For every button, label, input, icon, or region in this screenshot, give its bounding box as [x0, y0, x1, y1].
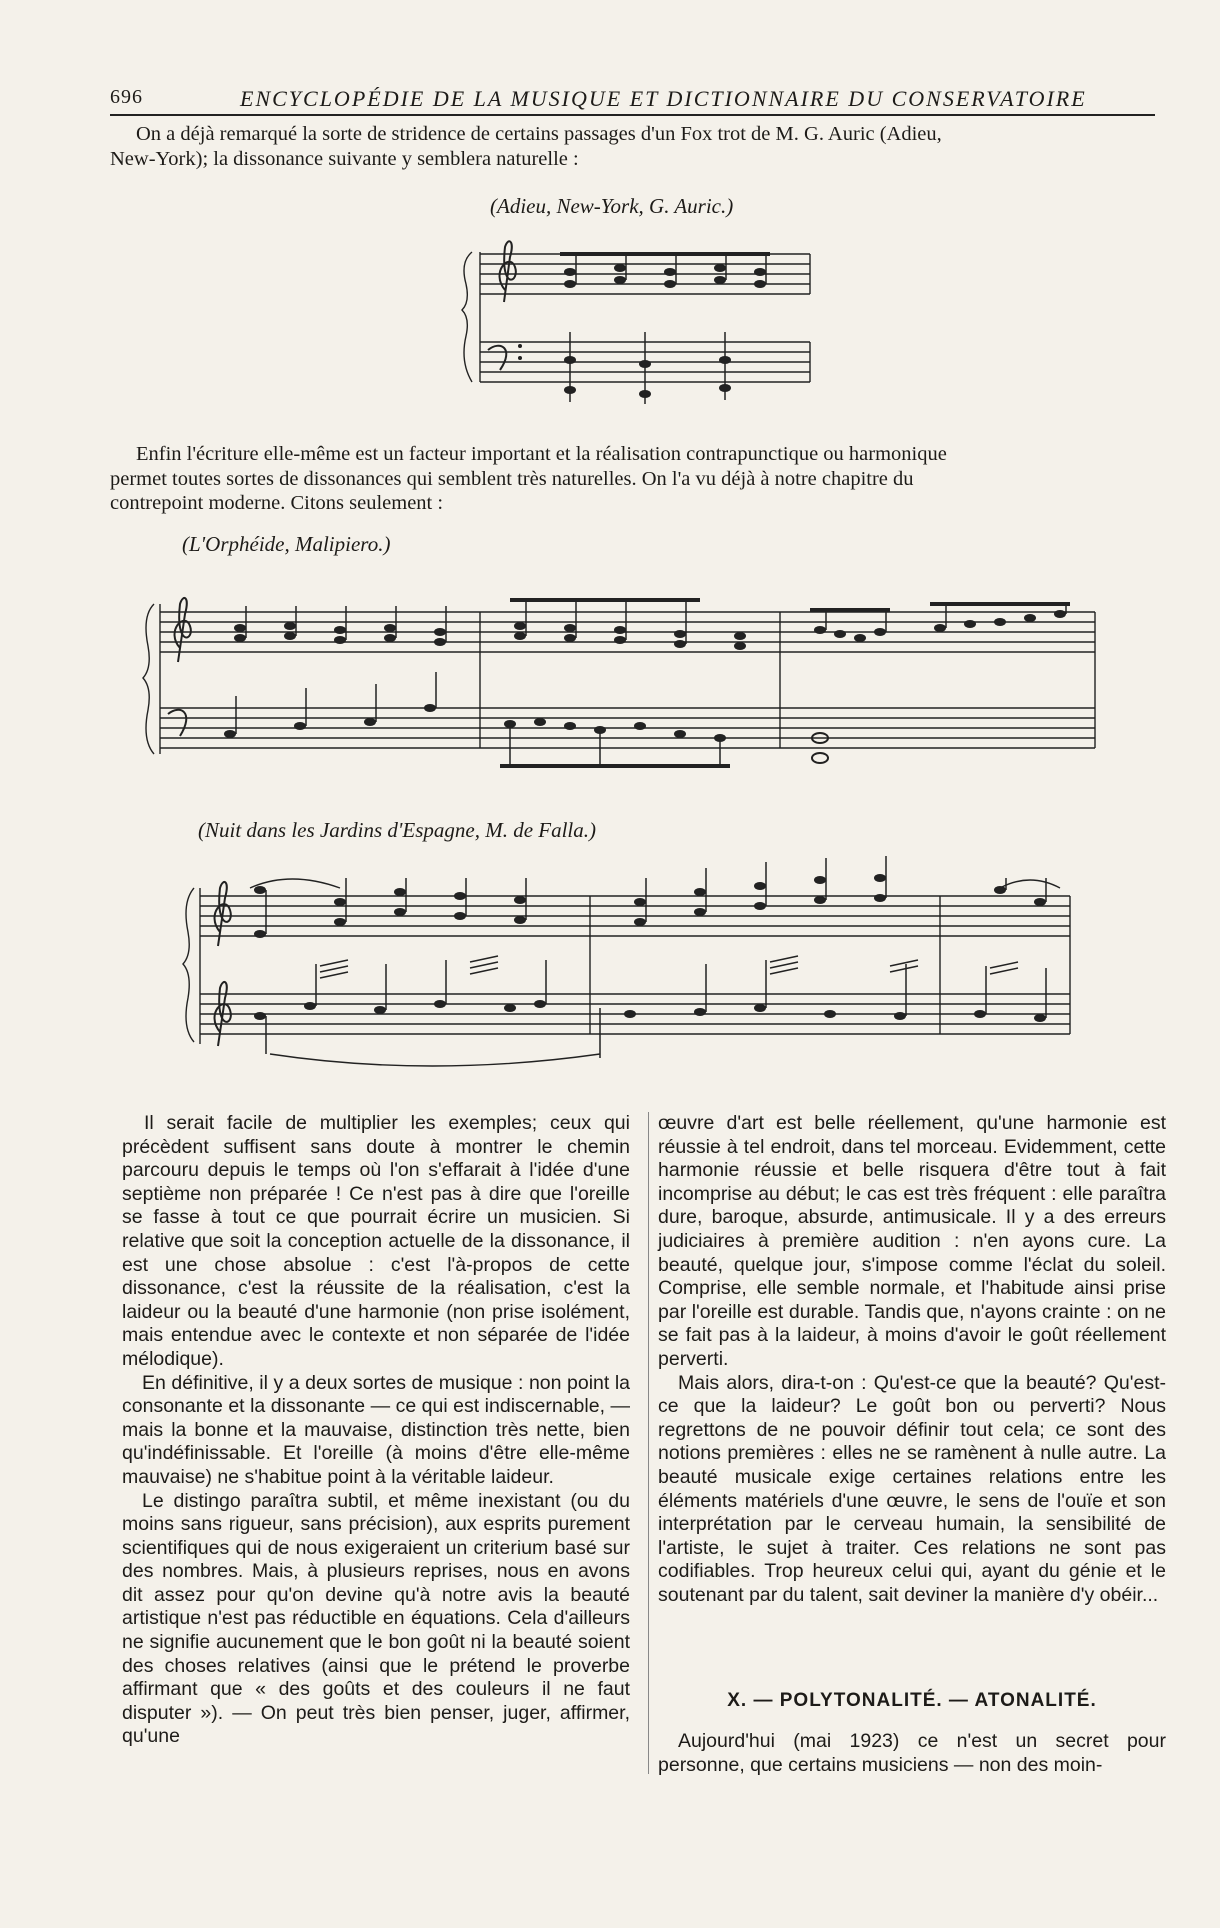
intro-line: On a déjà remarqué la sorte de stridence de certains passages d'un Fox trot de M. G. Auric (Adieu,	[136, 123, 942, 145]
left-paragraph-1: Il serait facile de multiplier les exemples; ceux qui précèdent suffisent sans doute à montrer le chemin parcouru depuis le temps où l'on s'effarait à l'idée d'une septième non préparée ! Ce n'est pas à dire que l'oreille se fasse à tout ce que pourrait écrire un musicien. Si relative que soit la conception actuelle de la dissonance, il est une chose absolue : c'est l'à-propos de cette dissonance, c'est la réussite de la réalisation, c'est la laideur ou la beauté d'une harmonie (non prise isolément, mais entendue avec le contexte et non séparée de l'idée mélodique).	[122, 1112, 630, 1370]
middle-line: permet toutes sortes de dissonances qui semblent très naturelles. On l'a vu déjà à notre chapitre du	[110, 467, 914, 490]
column-divider	[648, 1112, 649, 1774]
example2-score	[140, 576, 1105, 786]
header-rule	[110, 114, 1155, 116]
page-number: 696	[110, 86, 143, 108]
right-paragraph-1: œuvre d'art est belle réellement, qu'une harmonie est réussie à tel endroit, dans tel morceau. Evidemment, cette harmonie réussie et belle risquera d'être tout à fait incomprise au début; le cas est très fréquent : elle paraîtra dure, baroque, absurde, antimusicale. Il y a des erreurs judiciaires à première audition : n'en ayons cure. La beauté, quelque jour, s'impose comme l'éclat du soleil. Comprise, elle semble normale, et l'habitude ainsi prise par l'oreille est durable. Tandis que, n'ayons crainte : on ne se fait pas à la laideur, à moins d'avoir le goût réellement perverti.	[658, 1112, 1166, 1370]
right-column-tail	[658, 1730, 1166, 1777]
left-column	[122, 1112, 630, 1749]
example3-score	[180, 848, 1080, 1078]
right-paragraph-2: Mais alors, dira-t-on : Qu'est-ce que la beauté? Qu'est-ce que la laideur? Le goût bon ou perverti? Nous regrettons de ne pouvoir définir tout cela; ce sont des notions premières : elles ne se ramènent à nulle autre. La beauté musicale exige certaines relations entre les éléments matériels d'une œuvre, le sens de l'ouïe et son interprétation par le cerveau humain, la sensibilité de l'artiste, le sujet à traiter. Ces relations ne sont pas codifiables. Trop heureux celui qui, ayant du génie et le soutenant par du talent, sait deviner la manière d'y obéir...	[658, 1371, 1166, 1606]
intro-paragraph	[110, 122, 1155, 171]
example3-caption: (Nuit dans les Jardins d'Espagne, M. de Falla.)	[198, 818, 597, 842]
left-paragraph-3: Le distingo paraîtra subtil, et même inexistant (ou du moins sans rigueur, sans précision), aux esprits purement scientifiques qui de nous exigeraient un criterium basé sur des nombres. Mais, à plusieurs reprises, nous en avons dit assez pour qu'on devine qu'à notre avis la beauté artistique n'est pas réductible en équations. Cela d'ailleurs ne signifie aucunement que le bon goût ni la beauté soient des choses relatives (ainsi que le prétend le proverbe affirmant que « des goûts et des couleurs il ne faut disputer »). — On peut très bien penser, juger, affirmer, qu'une	[122, 1489, 630, 1748]
right-paragraph-3: Aujourd'hui (mai 1923) ce n'est un secret pour personne, que certains musiciens — non des moin-	[658, 1730, 1166, 1776]
left-paragraph-2: En définitive, il y a deux sortes de musique : non point la consonante et la dissonante — ce qui est indiscernable, — mais la bonne et la mauvaise, distinction très nette, bien qu'indéfinissable. Et l'oreille (à moins d'être elle-même mauvaise) ne s'habitue point à la véritable laideur.	[122, 1371, 630, 1488]
example1-caption: (Adieu, New-York, G. Auric.)	[490, 194, 734, 218]
example1-score	[460, 232, 820, 412]
page-header	[110, 86, 1155, 114]
middle-paragraph	[110, 442, 1155, 516]
middle-line: contrepoint moderne. Citons seulement :	[110, 492, 444, 514]
middle-line: Enfin l'écriture elle-même est un facteur important et la réalisation contrapunctique ou harmonique	[136, 443, 947, 465]
section-heading: X. — POLYTONALITÉ. — ATONALITÉ.	[727, 1690, 1097, 1711]
right-column	[658, 1112, 1166, 1607]
intro-line: New-York); la dissonance suivante y semblera naturelle :	[110, 147, 579, 170]
running-title: ENCYCLOPÉDIE DE LA MUSIQUE ET DICTIONNAIRE DU CONSERVATOIRE	[240, 86, 1087, 111]
example2-caption: (L'Orphéide, Malipiero.)	[182, 532, 391, 556]
